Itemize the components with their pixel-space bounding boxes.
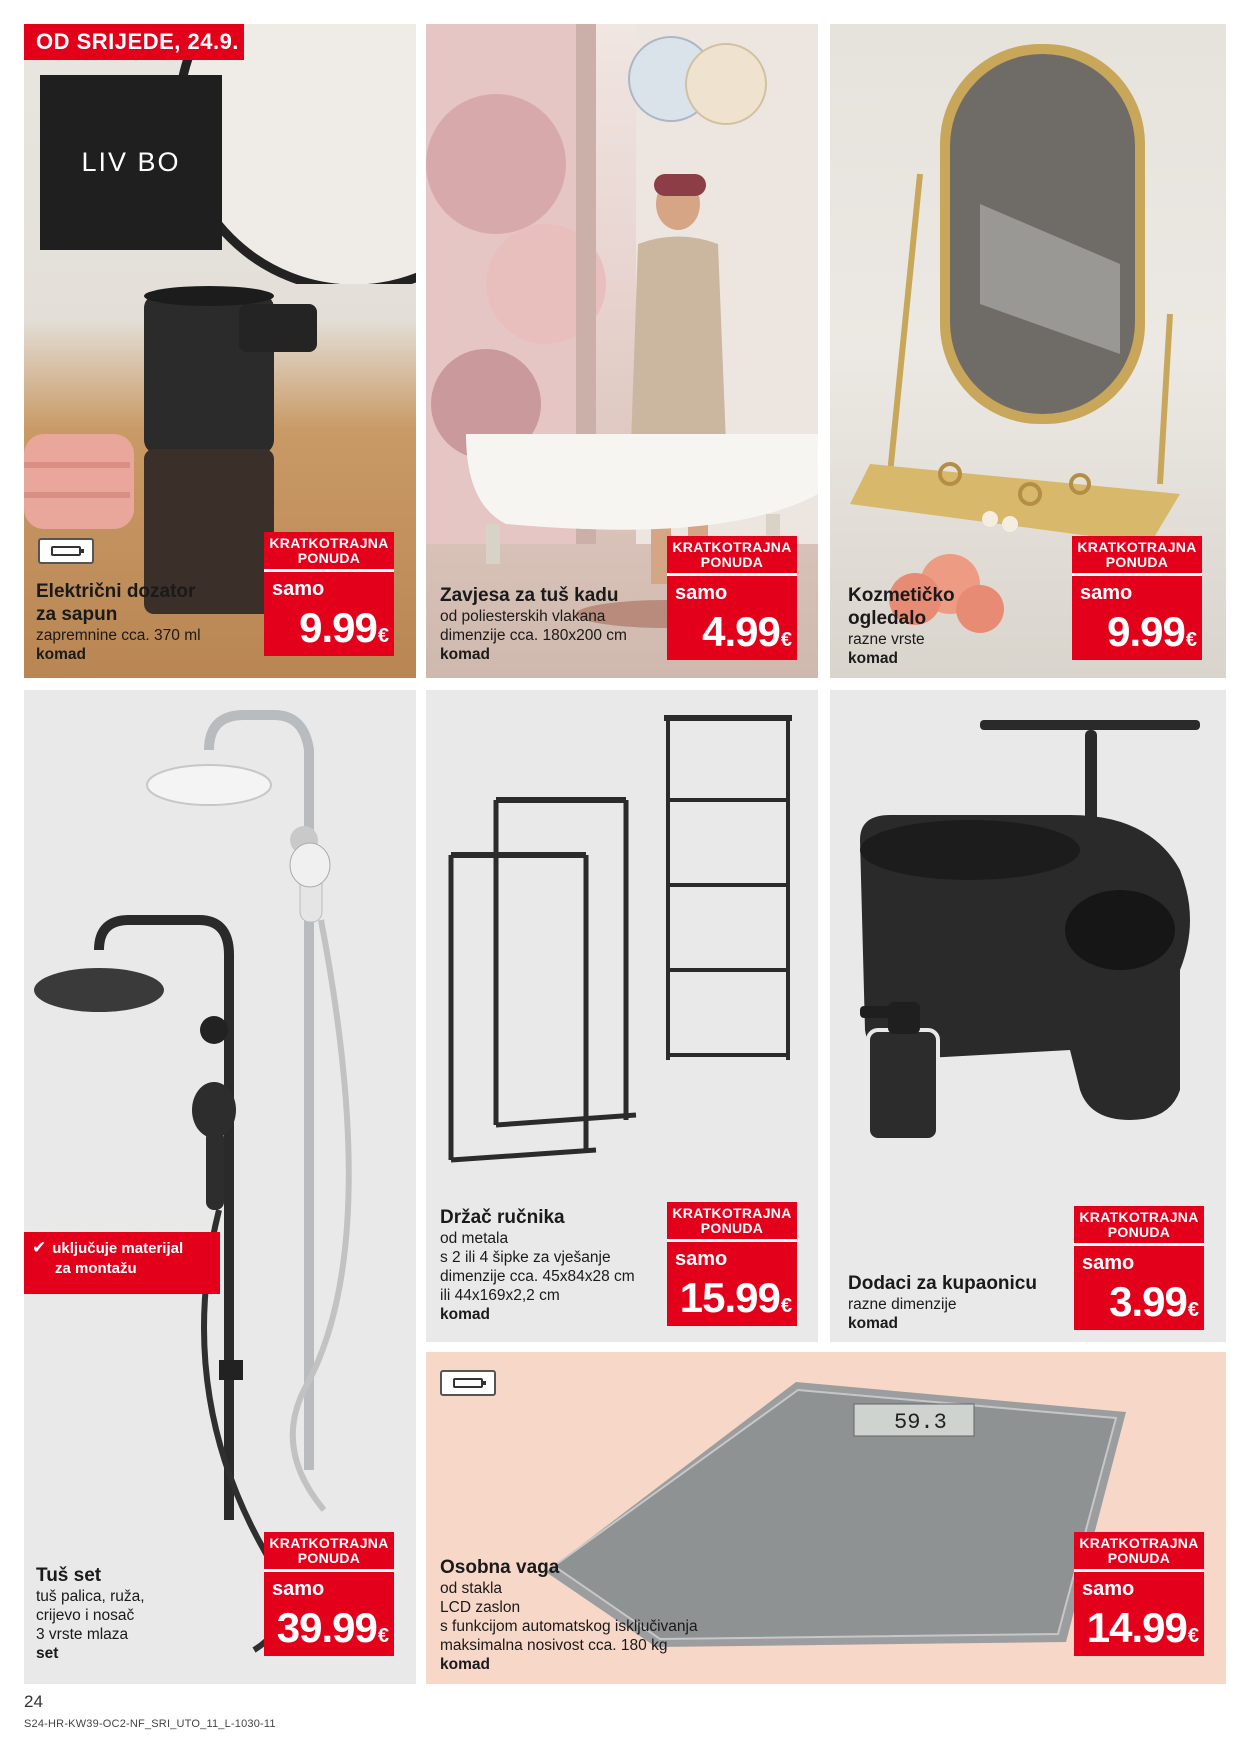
badge-label: KRATKOTRAJNA PONUDA xyxy=(264,532,394,572)
currency: € xyxy=(1187,1625,1198,1647)
currency: € xyxy=(377,1625,388,1647)
product-text-shower-curtain xyxy=(440,584,660,664)
product-text-cosmetic-mirror xyxy=(848,584,1048,668)
price: 15.99 xyxy=(679,1274,780,1321)
price: 14.99 xyxy=(1086,1604,1187,1651)
checkmark-icon: ✔ xyxy=(32,1238,47,1257)
product-detail: crijevo i nosač xyxy=(36,1607,135,1624)
product-detail: od stakla xyxy=(440,1580,503,1597)
price: 9.99 xyxy=(299,604,377,651)
product-detail: s funkcijom automatskog isključivanja xyxy=(440,1618,698,1635)
product-detail: razne vrste xyxy=(848,631,925,648)
product-title: ogledalo xyxy=(848,608,927,629)
badge-samo: samo xyxy=(675,1248,728,1270)
product-detail: 3 vrste mlaza xyxy=(36,1626,129,1643)
price: 4.99 xyxy=(702,608,780,655)
product-text-personal-scale xyxy=(440,1556,770,1674)
note-line: za montažu xyxy=(55,1260,137,1277)
product-unit: komad xyxy=(440,646,490,663)
product-detail: dimenzije cca. 180x200 cm xyxy=(440,627,627,644)
currency: € xyxy=(1185,629,1196,651)
page-number: 24 xyxy=(24,1692,43,1711)
product-title: Dodaci za kupaonicu xyxy=(848,1273,1037,1294)
page-code: S24-HR-KW39-OC2-NF_SRI_UTO_11_L-1030-11 xyxy=(24,1718,276,1730)
badge-label: KRATKOTRAJNA PONUDA xyxy=(1074,1532,1204,1572)
price-badge xyxy=(667,1202,797,1326)
product-title: Električni dozator xyxy=(36,581,196,602)
price: 9.99 xyxy=(1107,608,1185,655)
price-badge xyxy=(1072,536,1202,660)
badge-samo: samo xyxy=(272,578,325,600)
mounting-material-note xyxy=(24,1232,220,1294)
product-detail: dimenzije cca. 45x84x28 cm xyxy=(440,1268,635,1285)
product-detail: razne dimenzije xyxy=(848,1296,957,1313)
price-badge xyxy=(1074,1206,1204,1330)
product-text-bathroom-accessories xyxy=(848,1272,1078,1333)
product-title: Osobna vaga xyxy=(440,1557,560,1578)
brand-logo-text: LIV BO xyxy=(81,147,181,177)
product-text-soap-dispenser xyxy=(36,580,236,664)
product-detail: maksimalna nosivost cca. 180 kg xyxy=(440,1637,668,1654)
price-badge xyxy=(1074,1532,1204,1656)
product-detail: tuš palica, ruža, xyxy=(36,1588,145,1605)
product-unit: komad xyxy=(36,646,86,663)
badge-samo: samo xyxy=(272,1578,325,1600)
badge-samo: samo xyxy=(1082,1578,1135,1600)
price: 39.99 xyxy=(276,1604,377,1651)
price-badge xyxy=(667,536,797,660)
towel-illustration xyxy=(24,414,144,544)
badge-samo: samo xyxy=(1080,582,1133,604)
product-detail: zapremnine cca. 370 ml xyxy=(36,627,201,644)
currency: € xyxy=(377,625,388,647)
product-unit: set xyxy=(36,1645,59,1662)
product-title: Zavjesa za tuš kadu xyxy=(440,585,619,606)
currency: € xyxy=(1187,1299,1198,1321)
badge-label: KRATKOTRAJNA PONUDA xyxy=(667,1202,797,1242)
badge-label: KRATKOTRAJNA PONUDA xyxy=(1072,536,1202,576)
product-detail: LCD zaslon xyxy=(440,1599,521,1616)
badge-label: KRATKOTRAJNA PONUDA xyxy=(1074,1206,1204,1246)
product-unit: komad xyxy=(440,1306,490,1323)
price: 3.99 xyxy=(1109,1278,1187,1325)
product-title: za sapun xyxy=(36,604,118,625)
product-detail: s 2 ili 4 šipke za vješanje xyxy=(440,1249,611,1266)
battery-included-icon xyxy=(38,538,94,564)
product-detail: od poliesterskih vlakana xyxy=(440,608,606,625)
product-detail: od metala xyxy=(440,1230,509,1247)
product-detail: ili 44x169x2,2 cm xyxy=(440,1287,560,1304)
note-line: uključuje materijal xyxy=(52,1240,184,1257)
product-unit: komad xyxy=(440,1656,490,1673)
product-unit: komad xyxy=(848,1315,898,1332)
product-title: Kozmetičko xyxy=(848,585,955,606)
date-banner: OD SRIJEDE, 24.9. xyxy=(24,24,244,60)
badge-label: KRATKOTRAJNA PONUDA xyxy=(667,536,797,576)
price-badge xyxy=(264,532,394,656)
scale-display-reading: 59.3 xyxy=(894,1410,947,1435)
currency: € xyxy=(780,629,791,651)
price-badge xyxy=(264,1532,394,1656)
currency: € xyxy=(780,1295,791,1317)
product-unit: komad xyxy=(848,650,898,667)
product-title: Tuš set xyxy=(36,1565,102,1586)
product-title: Držač ručnika xyxy=(440,1207,565,1228)
battery-included-icon xyxy=(440,1370,496,1396)
product-text-towel-holder xyxy=(440,1206,670,1324)
badge-label: KRATKOTRAJNA PONUDA xyxy=(264,1532,394,1572)
badge-samo: samo xyxy=(1082,1252,1135,1274)
badge-samo: samo xyxy=(675,582,728,604)
brand-logo xyxy=(40,75,222,250)
product-text-shower-set xyxy=(36,1564,236,1663)
